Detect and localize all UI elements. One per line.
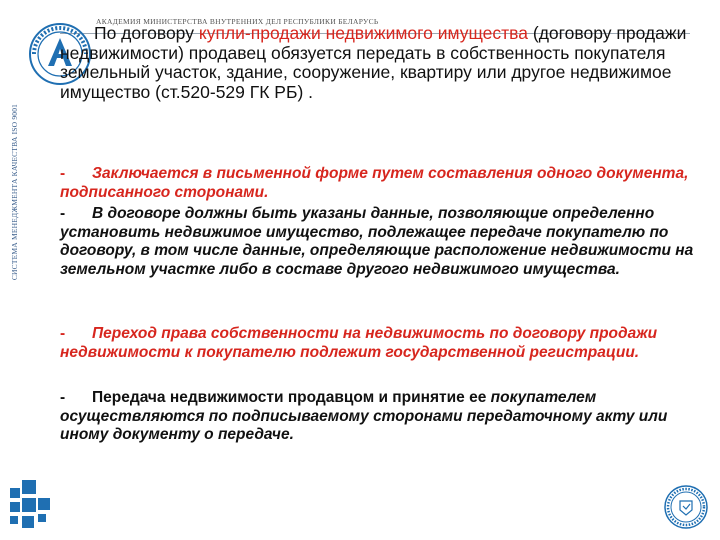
item-dash: - xyxy=(60,389,66,406)
list-item xyxy=(60,389,700,445)
item-text: покупателем осуществляются по подписываемому сторонами передаточному акту или иному документу о передаче. xyxy=(60,389,668,443)
item-text: В договоре должны быть указаны данные, позволяющие определенно установить недвижимое имущество, подлежащее передаче покупателю по договору, в том числе данные, определяющие расположение недвижимости на земельном участке либо в составе другого недвижимого имущества. xyxy=(60,205,694,278)
item-dash: - xyxy=(60,165,66,182)
item-text: Заключается в письменной форме путем составления одного документа, подписанного сторонами. xyxy=(60,165,689,201)
item-dash: - xyxy=(60,205,66,222)
iso-certification-seal-icon xyxy=(663,484,709,530)
list-item xyxy=(60,165,700,202)
intro-term: купли-продажи недвижимого имущества xyxy=(198,23,529,43)
item-text: Переход права собственности на недвижимость по договору продажи недвижимости к покупателю подлежит государственной регистрации. xyxy=(60,325,658,361)
decorative-squares-icon xyxy=(8,478,58,534)
item-lead: Передача недвижимости продавцом и принятие ее xyxy=(92,389,491,406)
quality-system-label: СИСТЕМА МЕНЕДЖМЕНТА КАЧЕСТВА ISO 9001 xyxy=(10,103,19,281)
academy-header: АКАДЕМИЯ МИНИСТЕРСТВА ВНУТРЕННИХ ДЕЛ РЕСПУБЛИКИ БЕЛАРУСЬ xyxy=(96,17,379,26)
list-item xyxy=(60,205,700,279)
intro-paragraph xyxy=(60,24,700,102)
intro-lead: По договору xyxy=(94,23,199,43)
intro-alt-term: (договору продажи недвижимости) xyxy=(60,23,687,63)
list-item xyxy=(60,325,700,362)
intro-definition: продавец обязуется передать в собственность покупателя земельный участок, здание, сооружение, квартиру или другое недвижимое имущество (ст.520-529 ГК РБ) . xyxy=(60,42,672,102)
item-dash: - xyxy=(60,325,66,342)
